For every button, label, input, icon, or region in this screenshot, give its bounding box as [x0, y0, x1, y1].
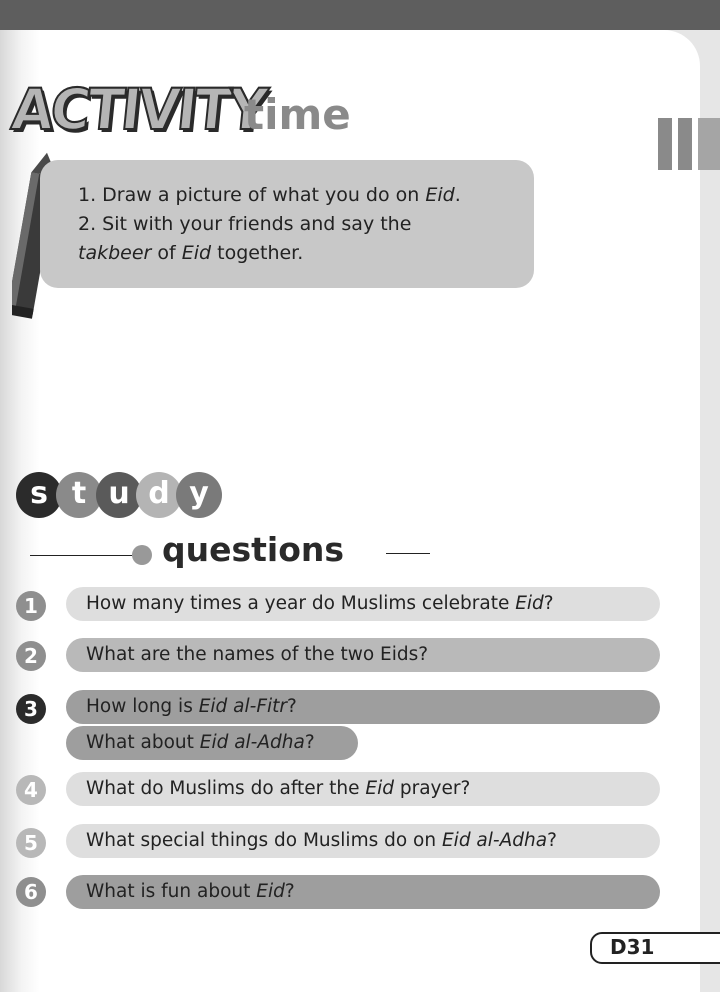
activity-item-2-text: 2. Sit with your friends and say the — [78, 213, 412, 235]
question-2 — [66, 638, 660, 672]
question-5-italic: Eid al-Adha — [441, 830, 548, 851]
question-1-text: How many times a year do Muslims celebrate — [86, 593, 516, 614]
question-3-line2-suffix: ? — [304, 732, 315, 753]
question-6-text: What is fun about — [86, 881, 257, 902]
question-6 — [66, 875, 660, 909]
question-4-suffix: prayer? — [393, 778, 471, 799]
question-3-italic: Eid al-Fitr — [198, 696, 287, 717]
study-letter-text: s — [30, 476, 48, 511]
question-3-line2-italic: Eid al-Adha — [199, 732, 305, 753]
question-5-suffix: ? — [547, 830, 557, 851]
takbeer-word: takbeer — [78, 242, 152, 264]
questions-rule-right — [386, 553, 430, 554]
question-6-suffix: ? — [284, 881, 295, 902]
question-4-italic: Eid — [365, 778, 394, 799]
questions-dot — [132, 545, 152, 565]
questions-heading: questions — [162, 530, 345, 569]
study-letter-text: y — [189, 476, 209, 511]
question-1 — [66, 587, 660, 621]
question-number-6: 6 — [16, 877, 46, 907]
question-number-5: 5 — [16, 828, 46, 858]
study-letter-text: u — [108, 476, 130, 511]
right-edge-tab — [658, 118, 720, 170]
activity-item-1-italic: Eid — [425, 184, 455, 206]
study-letter-text: d — [148, 476, 170, 511]
page-number: D31 — [610, 935, 655, 959]
study-letter-text: t — [71, 476, 87, 511]
question-number-3: 3 — [16, 694, 46, 724]
question-6-italic: Eid — [256, 881, 285, 902]
question-5 — [66, 824, 660, 858]
question-3-text: How long is — [86, 696, 199, 717]
activity-instructions — [78, 181, 518, 268]
top-band — [0, 0, 720, 30]
activity-item-1 — [78, 181, 518, 210]
question-2-text: What are the names of the two Eids? — [86, 644, 429, 665]
question-3 — [66, 690, 660, 724]
study-letter-y — [176, 472, 222, 518]
study-heading — [16, 472, 236, 522]
question-number-2: 2 — [16, 641, 46, 671]
question-3-continued — [66, 726, 358, 760]
time-heading: time — [244, 90, 351, 139]
activity-heading: ACTIVITY — [8, 76, 268, 143]
question-number-4: 4 — [16, 775, 46, 805]
activity-item-2-of: of — [151, 242, 182, 264]
question-3-line2-text: What about — [86, 732, 200, 753]
question-4-text: What do Muslims do after the — [86, 778, 366, 799]
question-5-text: What special things do Muslims do on — [86, 830, 442, 851]
question-3-suffix: ? — [286, 696, 297, 717]
activity-item-2-continued — [78, 239, 518, 268]
activity-item-2 — [78, 210, 518, 239]
question-number-1: 1 — [16, 591, 46, 621]
activity-item-1-suffix: . — [454, 184, 461, 206]
activity-item-1-text: 1. Draw a picture of what you do on — [78, 184, 426, 206]
eid-word: Eid — [181, 242, 212, 264]
question-1-italic: Eid — [515, 593, 544, 614]
activity-item-2-suffix: together. — [211, 242, 304, 264]
questions-rule-left — [30, 555, 132, 556]
question-4 — [66, 772, 660, 806]
question-1-suffix: ? — [543, 593, 554, 614]
